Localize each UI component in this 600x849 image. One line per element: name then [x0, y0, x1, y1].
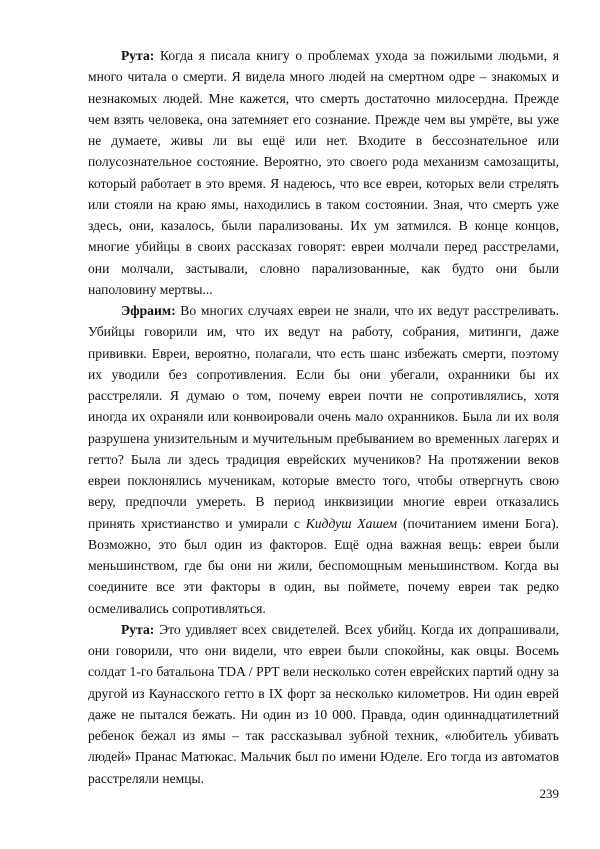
paragraph-text: (почитанием имени Бога). Возможно, это был один из факторов. Ещё одна важная вещь: евреи были меньшинством, где бы они ни жили, беспомощным меньшинством. Когда вы соедините все эти факторы в один, вы поймете, почему евреи так редко осмеливались сопротивляться. — [88, 515, 560, 616]
paragraph-text: Это удивляет всех свидетелей. Всех убийц. Когда их допрашивали, они говорили, что они видели, что евреи были спокойны, как овцы. Восемь солдат 1-го батальона TDA / PPT вели несколько сотен еврейских партий одну за другой из Каунасского гетто в IX форт за несколько километров. Ни один еврей даже не пытался бежать. Ни один из 10 000. Правда, один одиннадцатилетний ребенок бежал из ямы – так рассказывал зубной техник, «любитель убивать людей» Пранас Матюкас. Мальчик был по имени Юделе. Его тогда из автоматов расстреляли немцы. — [88, 621, 559, 786]
paragraph-efraim — [88, 300, 559, 619]
italic-term: Киддуш Хашем — [305, 515, 398, 531]
speaker-label: Рута: — [121, 621, 155, 637]
page-body — [88, 45, 559, 789]
paragraph-ruta-1 — [88, 45, 559, 300]
paragraph-text: Когда я писала книгу о проблемах ухода за пожилыми людьми, я много читала о смерти. Я видела много людей на смертном одре – знакомых и незнакомых людей. Мне кажется, что смерть достаточно милосердна. Прежде чем взять человека, она затемняет его сознание. Прежде чем вы умрёте, вы уже не думаете, живы ли вы ещё или нет. Входите в бессознательное или полусознательное состояние. Вероятно, это своего рода механизм самозащиты, который работает в это время. Я надеюсь, что все евреи, которых вели стрелять или стояли на краю ямы, находились в таком состоянии. Зная, что смерть уже здесь, они, казалось, были парализованы. Их ум затмился. В конце концов, многие убийцы в своих рассказах говорят: евреи молчали перед расстрелами, они молчали, застывали, словно парализованные, как будто они были наполовину мертвы... — [88, 48, 559, 297]
paragraph-text: Во многих случаях евреи не знали, что их ведут расстреливать. Убийцы говорили им, что их ведут на работу, собрания, митинги, даже прививки. Евреи, вероятно, полагали, что есть шанс избежать смерти, поэтому их уводили без сопротивления. Если бы они убегали, охранники бы их расстреляли. Я думаю о том, почему евреи почти не сопротивлялись, хотя иногда их охраняли или конвоировали очень мало охранников. Была ли их воля разрушена унизительным и мучительным пребыванием во временных лагерях и гетто? Была ли здесь традиция еврейских мучеников? На протяжении веков евреи поклонялись мученикам, которые вместо того, чтобы отвергнуть свою веру, предпочли умереть. В период инквизиции многие евреи отказались принять христианство и умирали с — [88, 303, 559, 531]
speaker-label: Эфраим: — [121, 303, 176, 318]
page-number: 239 — [539, 786, 559, 801]
speaker-label: Рута: — [121, 48, 155, 63]
paragraph-ruta-2 — [88, 619, 559, 789]
